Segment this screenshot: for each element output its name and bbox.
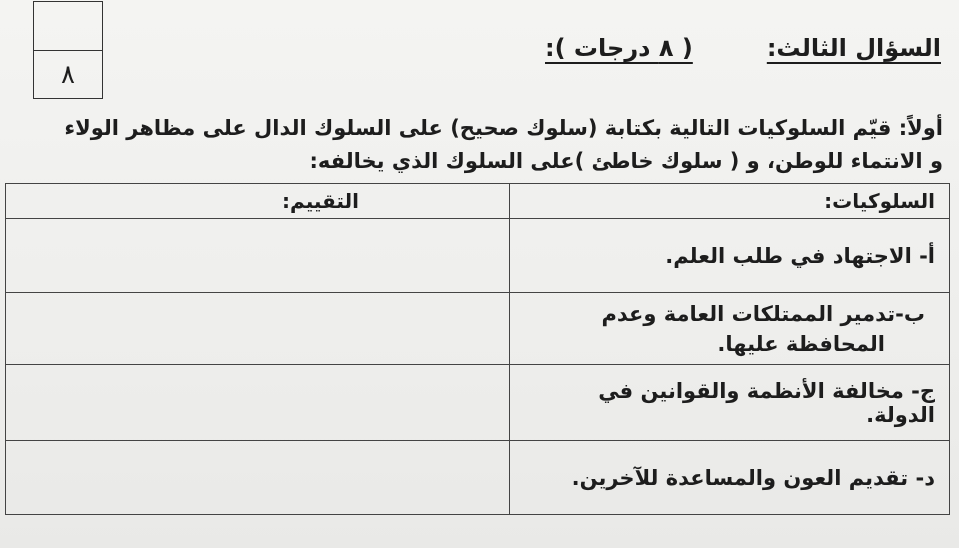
evaluation-cell[interactable] <box>6 219 510 293</box>
instructions-line-1: أولاً: قيّم السلوكيات التالية بكتابة (سلوك صحيح) على السلوك الدال على مظاهر الولاء <box>64 116 943 140</box>
table-row <box>6 365 950 441</box>
evaluation-cell[interactable] <box>6 441 510 515</box>
question-points: ( ٨ درجات ): <box>545 34 693 62</box>
behaviors-table <box>5 183 950 515</box>
evaluation-cell[interactable] <box>6 293 510 365</box>
behavior-cell <box>510 293 950 365</box>
table-header-row <box>6 184 950 219</box>
behavior-cell: ج- مخالفة الأنظمة والقوانين في الدولة. <box>510 365 950 441</box>
grade-box <box>33 1 103 99</box>
grade-box-total: ٨ <box>61 60 75 90</box>
behavior-cell: أ- الاجتهاد في طلب العلم. <box>510 219 950 293</box>
table-row <box>6 441 950 515</box>
behavior-cell: د- تقديم العون والمساعدة للآخرين. <box>510 441 950 515</box>
table-row <box>6 293 950 365</box>
table-row <box>6 219 950 293</box>
header-evaluation: التقييم: <box>6 184 510 219</box>
instructions-line-2: و الانتماء للوطن، و ( سلوك خاطئ )على السلوك الذي يخالفه: <box>309 149 943 173</box>
grade-box-empty-cell <box>34 2 102 51</box>
instructions <box>63 112 943 178</box>
question-title: السؤال الثالث: <box>766 34 941 62</box>
behavior-text-line-2: المحافظة عليها. <box>717 331 885 356</box>
evaluation-cell[interactable] <box>6 365 510 441</box>
header-behaviors: السلوكيات: <box>510 184 950 219</box>
behavior-text-line-1: ب-تدمير الممتلكات العامة وعدم <box>601 301 925 326</box>
